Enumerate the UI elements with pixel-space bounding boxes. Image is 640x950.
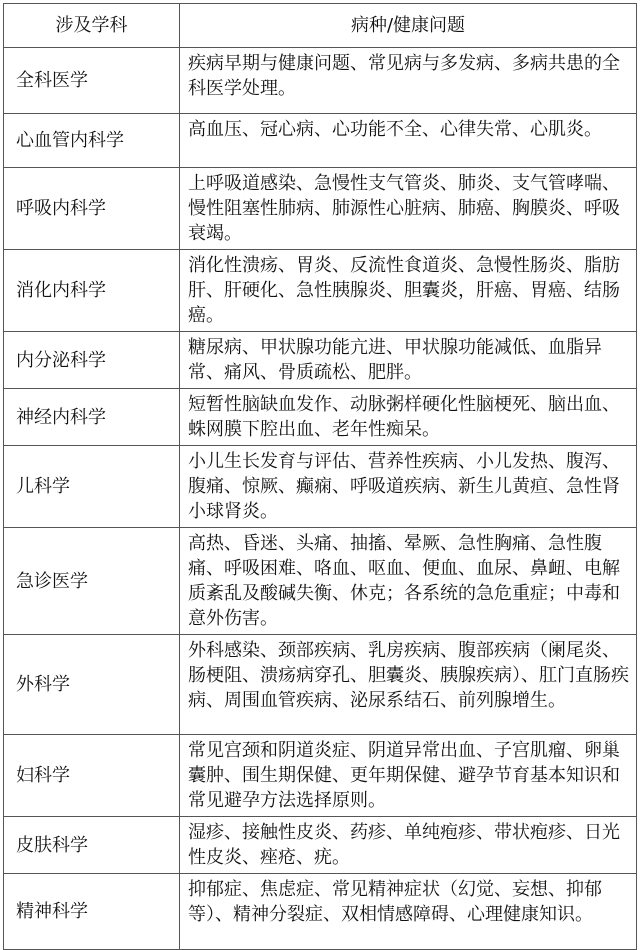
issues-cell: 上呼吸道感染、急慢性支气管炎、肺炎、支气管哮喘、慢性阻塞性肺病、肺源性心脏病、肺癌、胸膜炎、呼吸衰竭。 [180,168,637,250]
subject-cell: 消化内科学 [4,250,180,332]
issues-cell: 湿疹、接触性皮炎、药疹、单纯疱疹、带状疱疹、日光性皮炎、痤疮、疣。 [180,817,637,874]
issues-cell: 高热、昏迷、头痛、抽搐、晕厥、急性胸痛、急性腹痛、呼吸困难、咯血、呕血、便血、血尿、鼻衄、电解质紊乱及酸碱失衡、休克；各系统的急危重症；中毒和意外伤害。 [180,528,637,635]
table-row [4,735,637,817]
table-header-row [4,4,637,48]
table-row [4,635,637,735]
issues-cell: 常见宫颈和阴道炎症、阴道异常出血、子宫肌瘤、卵巢囊肿、围生期保健、更年期保健、避孕节育基本知识和常见避孕方法选择原则。 [180,735,637,817]
subject-cell: 急诊医学 [4,528,180,635]
issues-cell: 小儿生长发育与评估、营养性疾病、小儿发热、腹泻、腹痛、惊厥、癫痫、呼吸道疾病、新生儿黄疸、急性肾小球肾炎。 [180,446,637,528]
subject-cell: 妇科学 [4,735,180,817]
subject-cell: 神经内科学 [4,389,180,446]
subject-cell: 心血管内科学 [4,114,180,168]
subject-cell: 皮肤科学 [4,817,180,874]
issues-cell: 疾病早期与健康问题、常见病与多发病、多病共患的全科医学处理。 [180,48,637,114]
table-row [4,528,637,635]
subject-cell: 外科学 [4,635,180,735]
table-row [4,48,637,114]
issues-cell: 抑郁症、焦虑症、常见精神症状（幻觉、妄想、抑郁等）、精神分裂症、双相情感障碍、心理健康知识。 [180,874,637,950]
issues-cell: 消化性溃疡、胃炎、反流性食道炎、急慢性肠炎、脂肪肝、肝硬化、急性胰腺炎、胆囊炎，肝癌、胃癌、结肠癌。 [180,250,637,332]
table-row [4,874,637,950]
table-row [4,168,637,250]
issues-cell: 高血压、冠心病、心功能不全、心律失常、心肌炎。 [180,114,637,168]
subject-cell: 呼吸内科学 [4,168,180,250]
disease-table [3,3,637,950]
issues-cell: 短暂性脑缺血发作、动脉粥样硬化性脑梗死、脑出血、蛛网膜下腔出血、老年性痴呆。 [180,389,637,446]
header-subject: 涉及学科 [4,4,180,48]
subject-cell: 内分泌科学 [4,332,180,389]
issues-cell: 糖尿病、甲状腺功能亢进、甲状腺功能减低、血脂异常、痛风、骨质疏松、肥胖。 [180,332,637,389]
table-row [4,446,637,528]
table-row [4,332,637,389]
subject-cell: 儿科学 [4,446,180,528]
subject-cell: 精神科学 [4,874,180,950]
table-row [4,250,637,332]
table-row [4,817,637,874]
subject-cell: 全科医学 [4,48,180,114]
table-row [4,114,637,168]
issues-cell: 外科感染、颈部疾病、乳房疾病、腹部疾病（阑尾炎、肠梗阻、溃疡病穿孔、胆囊炎、胰腺疾病）、肛门直肠疾病、周围血管疾病、泌尿系结石、前列腺增生。 [180,635,637,735]
table-row [4,389,637,446]
header-issues: 病种/健康问题 [180,4,637,48]
